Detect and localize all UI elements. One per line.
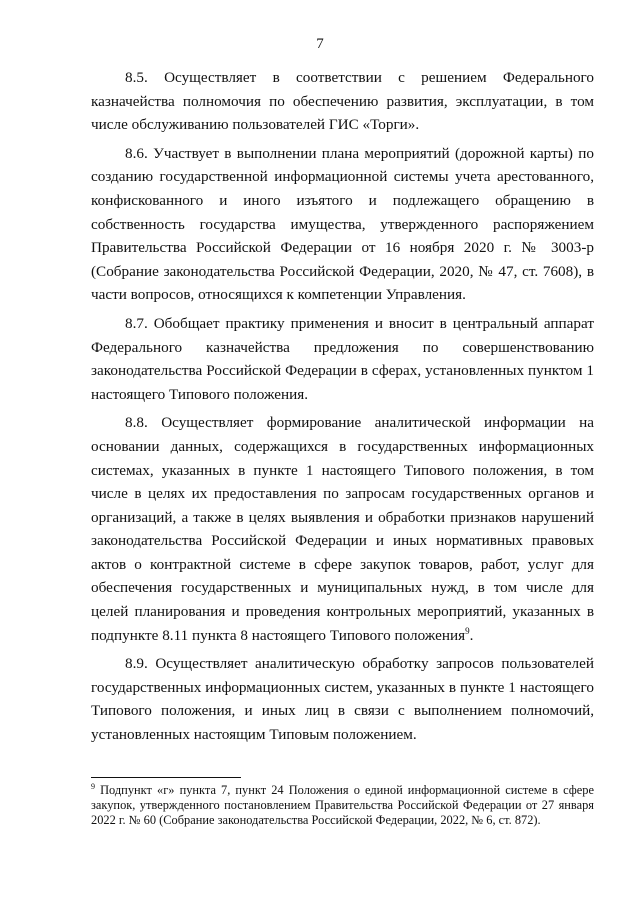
- paragraph-text: Осуществляет аналитическую обработку запросов пользователей государственных информационных систем, указанных в пункте 1 настоящего Типового положения, и иных лиц в связи с выполнением полномочий, установленных настоящим Типовым положением.: [91, 655, 595, 744]
- paragraph-8-9: [91, 652, 594, 746]
- paragraph-number: 8.8.: [125, 414, 148, 432]
- footnote-text: Подпункт «г» пункта 7, пункт 24 Положения о единой информационной системе в сфере закупок, утвержденного постановлением Правительства Российской Федерации от 27 января 2022 г. № 60 (Собрание законодательства Российской Федерации, 2022, № 6, ст. 872).: [91, 783, 594, 828]
- paragraph-number: 8.9.: [125, 655, 148, 673]
- paragraph-8-6: [91, 142, 594, 307]
- footnote-reference: 9: [465, 625, 470, 636]
- paragraph-tail: .: [469, 626, 474, 644]
- paragraph-text: Обобщает практику применения и вносит в центральный аппарат Федерального казначейства предложения по совершенствованию законодательства Российской Федерации в сферах, установленных пунктом 1 настоящего Типового положения.: [91, 314, 594, 403]
- paragraph-text: Осуществляет формирование аналитической информации на основании данных, содержащихся в государственных информационных системах, указанных в пункте 1 настоящего Типового положения, в том числе в целях их предоставления по запросам государственных органов и организаций, а также в целях выявления и обработки признаков нарушений законодательства Российской Федерации и иных нормативных правовых актов о контрактной системе в сфере закупок товаров, работ, услуг для обеспечения государственных и муниципальных нужд, в том числе для целей планирования и проведения контрольных мероприятий, указанных в подпункте 8.11 пункта 8 настоящего Типового положения: [91, 414, 595, 644]
- footnote: [91, 783, 594, 829]
- document-body: [91, 66, 594, 752]
- paragraph-8-7: [91, 312, 594, 406]
- paragraph-number: 8.5.: [125, 69, 148, 86]
- page-number: 7: [316, 36, 324, 52]
- paragraph-number: 8.6.: [125, 144, 148, 162]
- paragraph-text: Осуществляет в соответствии с решением Федерального казначейства полномочия по обеспечению развития, эксплуатации, в том числе обслуживанию пользователей ГИС «Торги».: [91, 69, 594, 134]
- paragraph-text: Участвует в выполнении плана мероприятий (дорожной карты) по созданию государственной информационной системы учета арестованного, конфискованного и иного изъятого и подлежащего обращению в собственность государства имущества, утвержденного распоряжением Правительства Российской Федерации от 16 ноября 2020 г. № 3003-р (Собрание законодательства Российской Федерации, 2020, № 47, ст. 7608), в части вопросов, относящихся к компетенции Управления.: [91, 144, 594, 304]
- paragraph-number: 8.7.: [125, 314, 148, 332]
- footnote-divider: [91, 777, 241, 778]
- footnote-marker: 9: [91, 781, 95, 791]
- paragraph-8-8: [91, 411, 594, 647]
- paragraph-8-5: [91, 66, 594, 137]
